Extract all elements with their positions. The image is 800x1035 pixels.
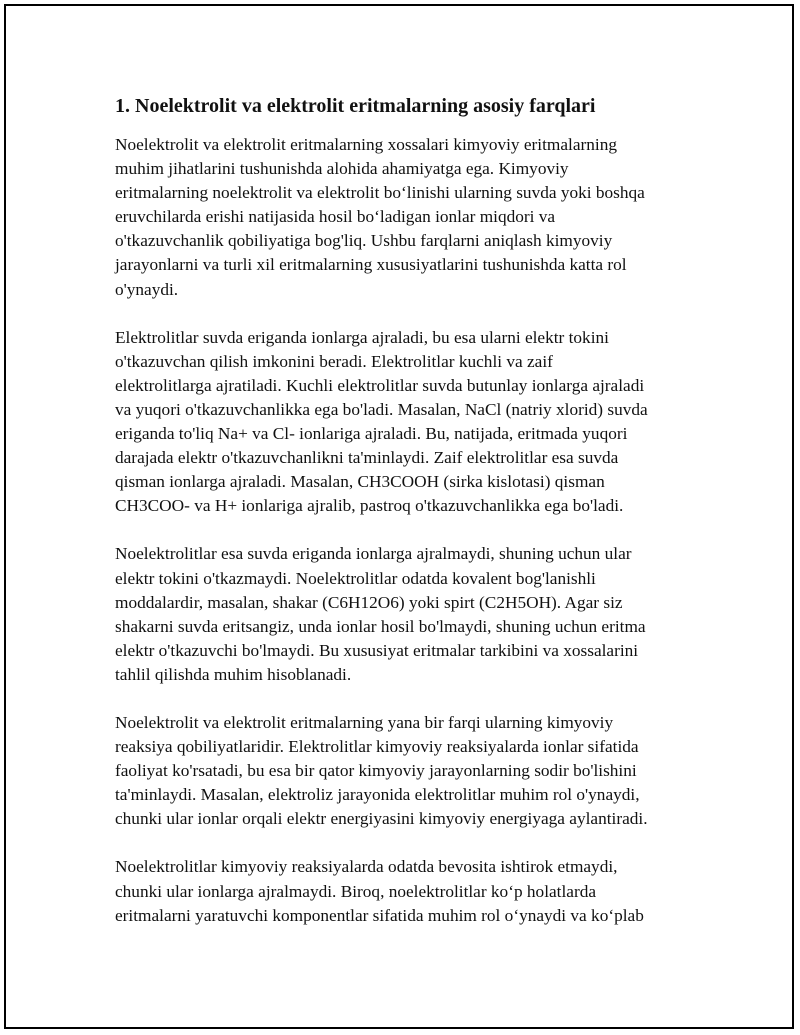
text-line: faoliyat ko'rsatadi, bu esa bir qator kimyoviy jarayonlarning sodir bo'lishini xyxy=(115,761,637,781)
text-line: eritmalarning noelektrolit va elektrolit boʻlinishi ularning suvda yoki boshqa xyxy=(115,183,645,203)
section-heading: 1. Noelektrolit va elektrolit eritmalarning asosiy farqlari xyxy=(115,95,596,117)
text-line: Elektrolitlar suvda eriganda ionlarga ajraladi, bu esa ularni elektr tokini xyxy=(115,327,609,347)
text-line: eriganda to'liq Na+ va Cl- ionlariga ajraladi. Bu, natijada, eritmada yuqori xyxy=(115,424,628,444)
text-line: qisman ionlarga ajraladi. Masalan, CH3COOH (sirka kislotasi) qisman xyxy=(115,472,605,492)
text-line: eritmalarni yaratuvchi komponentlar sifatida muhim rol oʻynaydi va koʻplab xyxy=(115,905,644,925)
text-line: tahlil qilishda muhim hisoblanadi. xyxy=(115,664,352,684)
text-line: reaksiya qobiliyatlaridir. Elektrolitlar kimyoviy reaksiyalarda ionlar sifatida xyxy=(115,737,639,757)
paragraph-nonelectrolytes xyxy=(115,542,690,687)
document-body xyxy=(115,92,690,952)
text-line: va yuqori o'tkazuvchanlikka ega bo'ladi. Masalan, NaCl (natriy xlorid) suvda xyxy=(115,399,648,419)
text-line: elektr tokini o'tkazmaydi. Noelektrolitlar odatda kovalent bog'lanishli xyxy=(115,568,596,588)
text-line: CH3COO- va H+ ionlariga ajralib, pastroq o'tkazuvchanlikka ega bo'ladi. xyxy=(115,496,624,516)
text-line: darajada elektr o'tkazuvchanlikni ta'minlaydi. Zaif elektrolitlar esa suvda xyxy=(115,448,619,468)
text-line: ta'minlaydi. Masalan, elektroliz jarayonida elektrolitlar muhim rol o'ynaydi, xyxy=(115,785,640,805)
text-line: o'tkazuvchanlik qobiliyatiga bog'liq. Ushbu farqlarni aniqlash kimyoviy xyxy=(115,231,613,251)
text-line: moddalardir, masalan, shakar (C6H12O6) yoki spirt (C2H5OH). Agar siz xyxy=(115,592,623,612)
text-line: o'ynaydi. xyxy=(115,279,179,299)
text-line: Noelektrolit va elektrolit eritmalarning xossalari kimyoviy eritmalarning xyxy=(115,135,617,154)
text-line: chunki ular ionlar orqali elektr energiyasini kimyoviy energiyaga aylantiradi. xyxy=(115,809,648,829)
text-line: Noelektrolitlar kimyoviy reaksiyalarda odatda bevosita ishtirok etmaydi, xyxy=(115,857,618,877)
text-line: shakarni suvda eritsangiz, unda ionlar hosil bo'lmaydi, shuning uchun eritma xyxy=(115,616,646,636)
text-line: o'tkazuvchan qilish imkonini beradi. Elektrolitlar kuchli va zaif xyxy=(115,351,553,371)
text-line: eruvchilarda erishi natijasida hosil boʻladigan ionlar miqdori va xyxy=(115,207,556,227)
text-line: Noelektrolitlar esa suvda eriganda ionlarga ajralmaydi, shuning uchun ular xyxy=(115,544,632,564)
paragraph-nonelectrolyte-role xyxy=(115,855,690,927)
paragraph-reactivity xyxy=(115,711,690,831)
paragraph-electrolytes xyxy=(115,326,690,519)
text-line: muhim jihatlarini tushunishda alohida ahamiyatga ega. Kimyoviy xyxy=(115,159,569,179)
text-line: chunki ular ionlarga ajralmaydi. Biroq, noelektrolitlar koʻp holatlarda xyxy=(115,881,597,901)
paragraph-intro xyxy=(115,133,690,302)
text-line: elektr o'tkazuvchi bo'lmaydi. Bu xususiyat eritmalar tarkibini va xossalarini xyxy=(115,640,639,660)
text-line: jarayonlarni va turli xil eritmalarning xususiyatlarini tushunishda katta rol xyxy=(115,255,627,275)
text-line: Noelektrolit va elektrolit eritmalarning yana bir farqi ularning kimyoviy xyxy=(115,712,614,732)
text-line: elektrolitlarga ajratiladi. Kuchli elektrolitlar suvda butunlay ionlarga ajraladi xyxy=(115,375,645,395)
